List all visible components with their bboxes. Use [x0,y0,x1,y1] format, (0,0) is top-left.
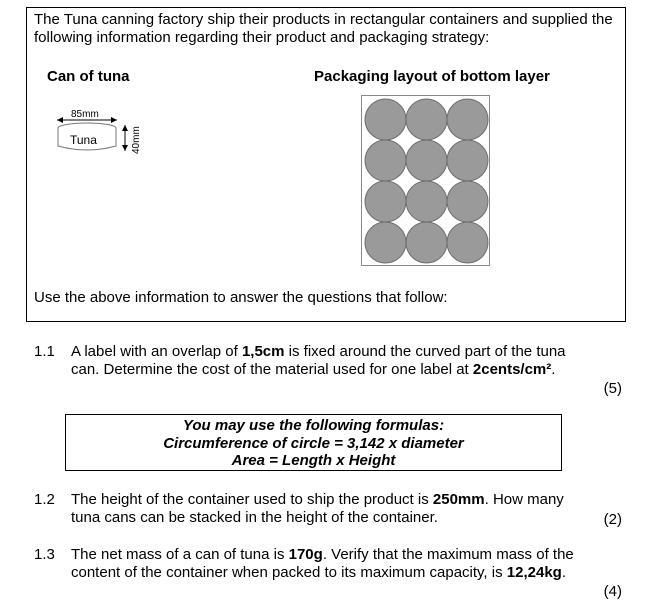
question-text-run: . How many tuna cans can be stacked in the height of the container. [71,491,564,526]
question-text-run: The net mass of a can of tuna is [71,546,289,563]
can-circle [365,181,406,222]
width-arrow-right-head [111,117,117,123]
can-circle [447,222,488,263]
use-text: Use the above information to answer the questions that follow: [34,289,448,306]
can-circle [365,222,406,263]
can-circle [447,181,488,222]
formula-area: Area = Length x Height [231,452,396,469]
can-diagram [55,106,145,158]
q1-1-text [71,343,591,378]
question-text-run: . [551,360,556,378]
question-text-run: . Verify that the maximum mass of the content of the container when packed to its maximum capacity, is [71,546,574,581]
question-text-run: 170g [288,546,323,563]
question-text-run: . [561,563,566,581]
intro-text: The Tuna canning factory ship their products in rectangular containers and supplied the following information regarding their product and packaging strategy: [34,11,613,46]
q1-2-marks: (2) [603,511,622,528]
formula-title: You may use the following formulas: [182,417,445,434]
can-circle [447,140,488,181]
width-arrow-left-head [57,117,63,123]
q1-2-text [71,491,591,526]
can-heading: Can of tuna [47,68,130,85]
formula-box [65,414,562,471]
q1-2-number: 1.2 [34,491,55,508]
can-circle [406,222,447,263]
can-height-label: 40mm [131,126,142,154]
question-text-run: 1,5cm [241,343,285,360]
packaging-layout [361,95,491,267]
can-circle [406,140,447,181]
q1-3-number: 1.3 [34,546,55,563]
question-text-run: 12,24kg [506,563,562,581]
q1-3-text [71,546,591,581]
can-circle [365,140,406,181]
question-text-run: 2cents/cm² [472,360,552,378]
q1-3-marks: (4) [603,583,622,600]
can-circle [406,99,447,140]
info-box [26,7,626,322]
can-width-label: 85mm [71,109,99,120]
height-arrow-top-head [122,125,128,131]
q1-1-number: 1.1 [34,343,55,360]
question-text-run: The height of the container used to ship the product is [71,491,433,508]
formula-circumference: Circumference of circle = 3,142 x diameter [163,434,464,452]
question-text-run: A label with an overlap of [71,343,242,360]
packaging-heading: Packaging layout of bottom layer [314,68,550,85]
can-circle [447,99,488,140]
can-circle [406,181,447,222]
question-text-run: is fixed around the curved part of the tuna can. Determine the cost of the material used for one label at [71,343,566,378]
can-label: Tuna [70,133,97,147]
question-text-run: 250mm [432,491,485,508]
height-arrow-bottom-head [122,145,128,151]
q1-1-marks: (5) [603,380,622,397]
can-circle [365,99,406,140]
